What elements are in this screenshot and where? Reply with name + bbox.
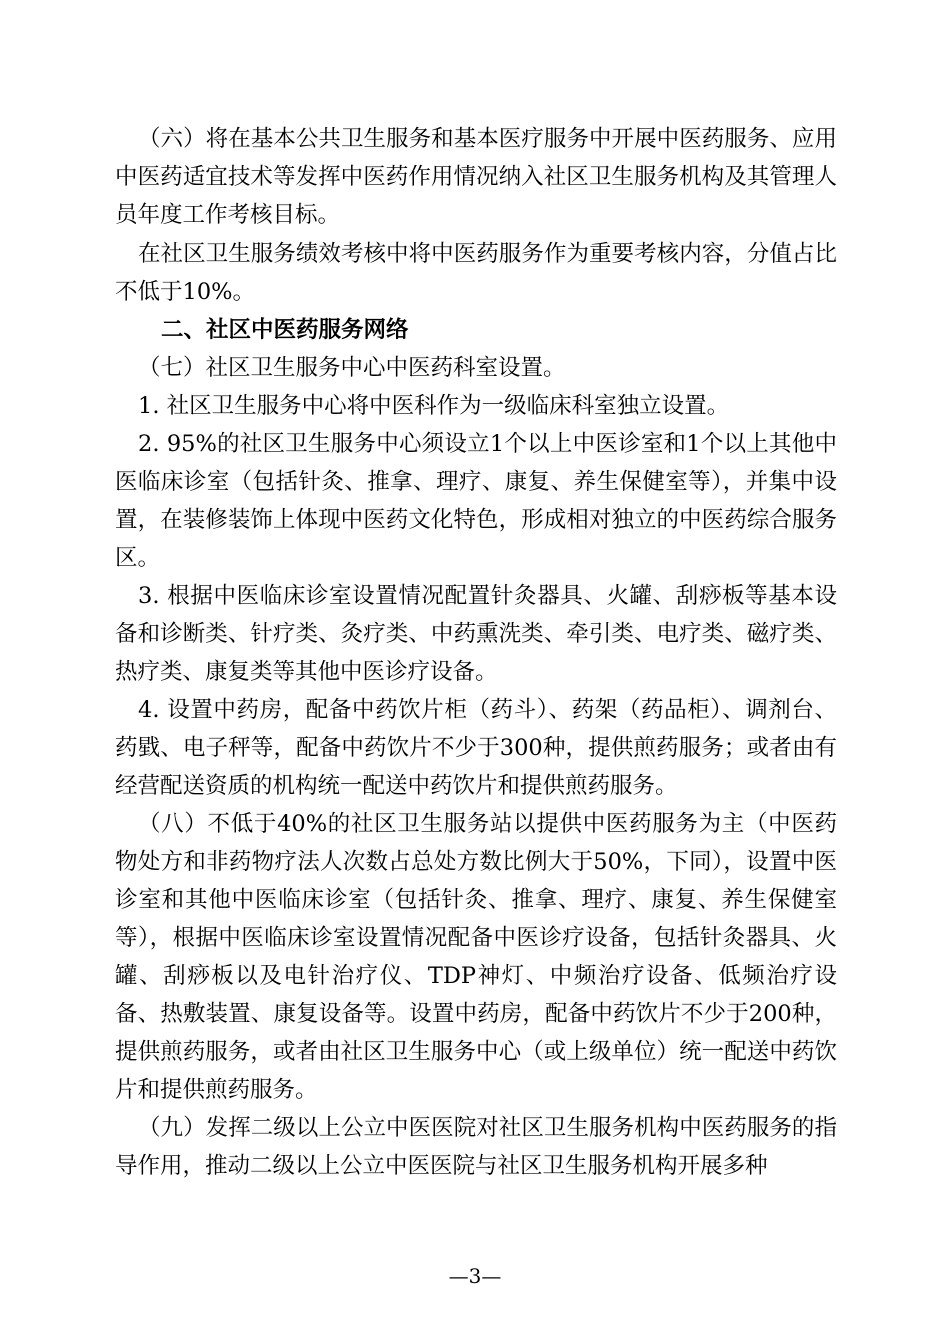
paragraph-item-7-1: 1. 社区卫生服务中心将中医科作为一级临床科室独立设置。 (138, 393, 730, 419)
paragraph-item-8: （八）不低于40%的社区卫生服务站以提供中医药服务为主（中医药物处方和非药物疗法人次数占总处方数比例大于50%，下同），设置中医诊室和其他中医临床诊室（包括针灸、推拿、理疗、康复、养生保健室等），根据中医临床诊室设置情况配备中医诊疗设备，包括针灸器具、火罐、刮痧板以及电针治疗仪、TDP神灯、中频治疗设备、低频治疗设备、热敷装置、康复设备等。设置中药房，配备中药饮片不少于200种，提供煎药服务，或者由社区卫生服务中心（或上级单位）统一配送中药饮片和提供煎药服务。 (115, 811, 837, 1103)
paragraph-performance-assessment: 在社区卫生服务绩效考核中将中医药服务作为重要考核内容，分值占比不低于10%。 (115, 241, 837, 305)
paragraph-item-7-4: 4. 设置中药房，配备中药饮片柜（药斗）、药架（药品柜）、调剂台、药戥、电子秤等，配备中药饮片不少于300种，提供煎药服务；或者由有经营配送资质的机构统一配送中药饮片和提供煎药服务。 (115, 697, 837, 799)
document-body (115, 120, 837, 1185)
paragraph-item-7-3: 3. 根据中医临床诊室设置情况配置针灸器具、火罐、刮痧板等基本设备和诊断类、针疗类、灸疗类、中药熏洗类、牵引类、电疗类、磁疗类、热疗类、康复类等其他中医诊疗设备。 (115, 583, 837, 685)
paragraph-item-9: （九）发挥二级以上公立中医医院对社区卫生服务机构中医药服务的指导作用，推动二级以上公立中医医院与社区卫生服务机构开展多种 (115, 1115, 837, 1179)
section-heading-2: 二、社区中医药服务网络 (161, 317, 409, 343)
paragraph-item-6: （六）将在基本公共卫生服务和基本医疗服务中开展中医药服务、应用中医药适宜技术等发挥中医药作用情况纳入社区卫生服务机构及其管理人员年度工作考核目标。 (115, 126, 837, 228)
page-number: —3— (448, 1264, 502, 1288)
paragraph-item-7: （七）社区卫生服务中心中医药科室设置。 (138, 355, 566, 381)
paragraph-item-7-2: 2. 95%的社区卫生服务中心须设立1个以上中医诊室和1个以上其他中医临床诊室（包括针灸、推拿、理疗、康复、养生保健室等），并集中设置，在装修装饰上体现中医药文化特色，形成相对独立的中医药综合服务区。 (115, 431, 837, 571)
